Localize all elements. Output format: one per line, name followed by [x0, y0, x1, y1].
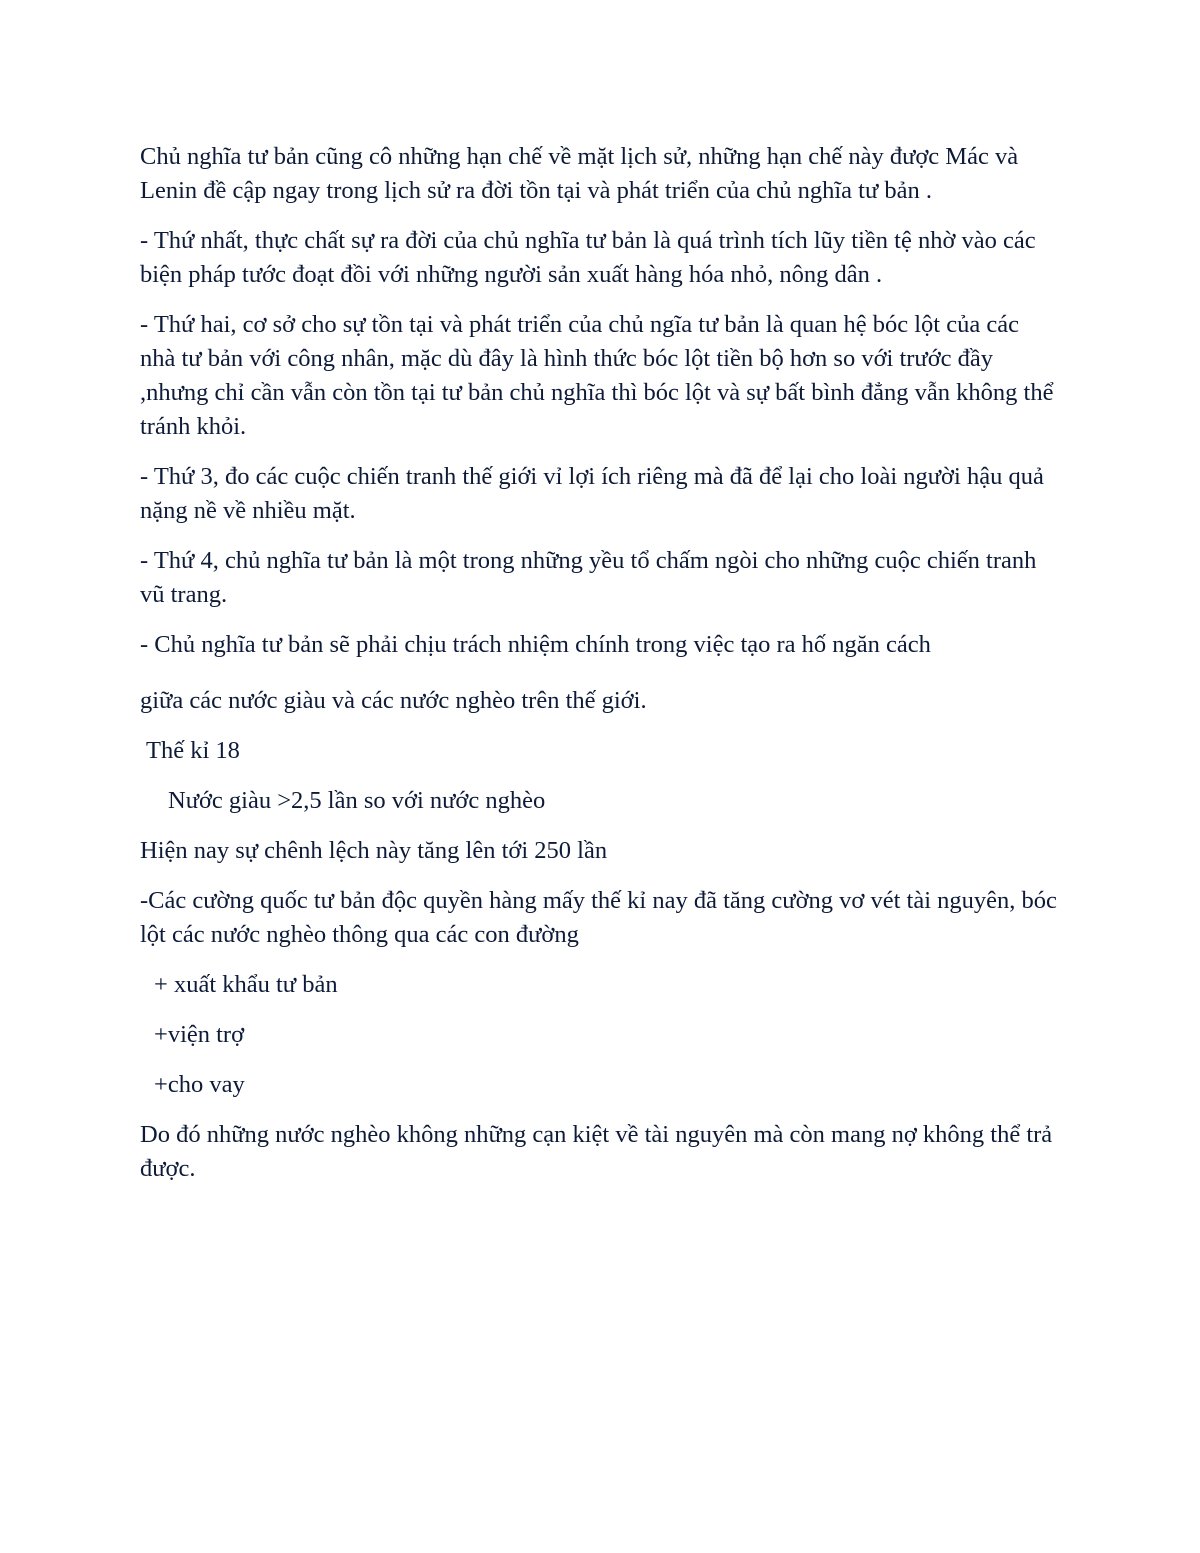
paragraph-century: Thế kỉ 18: [146, 737, 240, 764]
list-item-aid: +viện trợ: [154, 1021, 245, 1048]
paragraph-point-3: - Thứ 3, đo các cuộc chiến tranh thế giới vỉ lợi ích riêng mà đã để lại cho loài người hậu quả nặng nề về nhiều mặt.: [140, 463, 1044, 524]
paragraph-point-5-cont: giữa các nước giàu và các nước nghèo trên thế giới.: [140, 687, 647, 714]
list-item-export: + xuất khẩu tư bản: [154, 971, 338, 998]
document-body: [140, 140, 1060, 1202]
paragraph-point-2: - Thứ hai, cơ sở cho sự tồn tại và phát triển của chủ ngĩa tư bản là quan hệ bóc lột của các nhà tư bản với công nhân, mặc dù đây là hình thức bóc lột tiền bộ hơn so với trước đầy ,nhưng chỉ cần vẫn còn tồn tại tư bản chủ nghĩa thì bóc lột và sự bất bình đẳng vẫn không thể tránh khỏi.: [140, 311, 1054, 440]
paragraph-rich-ratio: Nước giàu >2,5 lần so với nước nghèo: [168, 787, 546, 814]
paragraph-conclusion: Do đó những nước nghèo không những cạn kiệt về tài nguyên mà còn mang nợ không thể trả được.: [140, 1121, 1053, 1182]
list-item-loans: +cho vay: [154, 1071, 245, 1098]
paragraph-powers: -Các cường quốc tư bản độc quyền hàng mấy thế kỉ nay đã tăng cường vơ vét tài nguyên, bóc lột các nước nghèo thông qua các con đường: [140, 887, 1057, 948]
paragraph-current-gap: Hiện nay sự chênh lệch này tăng lên tới 250 lần: [140, 837, 608, 864]
paragraph-intro: Chủ nghĩa tư bản cũng cô những hạn chế về mặt lịch sử, những hạn chế này được Mác và Lenin đề cập ngay trong lịch sử ra đời tồn tại và phát triển của chủ nghĩa tư bản .: [140, 143, 1019, 204]
paragraph-point-4: - Thứ 4, chủ nghĩa tư bản là một trong những yều tổ chấm ngòi cho những cuộc chiến tranh vũ trang.: [140, 547, 1037, 608]
paragraph-point-5: - Chủ nghĩa tư bản sẽ phải chịu trách nhiệm chính trong việc tạo ra hố ngăn cách: [140, 631, 931, 658]
paragraph-point-1: - Thứ nhất, thực chất sự ra đời của chủ nghĩa tư bản là quá trình tích lũy tiền tệ nhờ vào các biện pháp tước đoạt đồi với những người sản xuất hàng hóa nhỏ, nông dân .: [140, 227, 1036, 288]
